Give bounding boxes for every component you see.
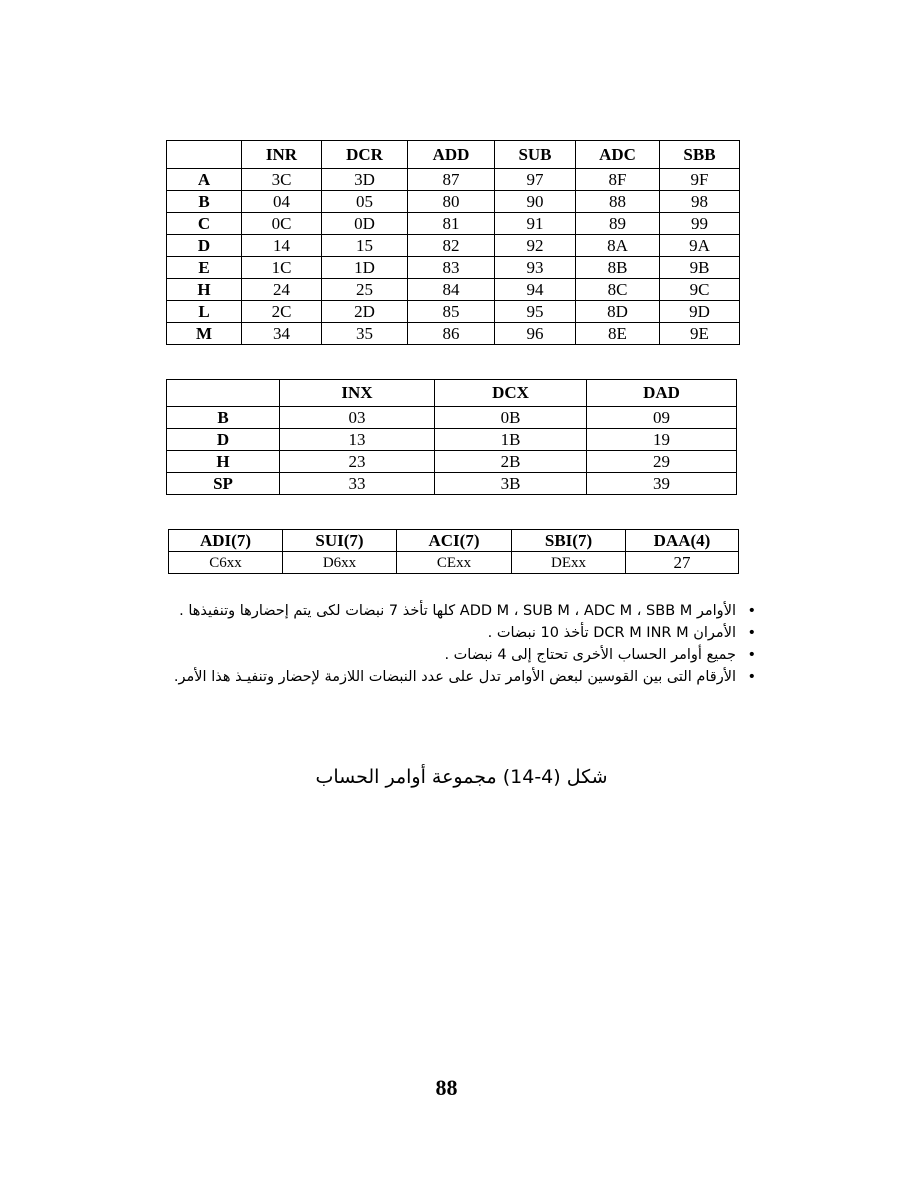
table-cell: 9C — [660, 279, 740, 301]
table-header-row — [167, 141, 740, 169]
table-cell: 25 — [322, 279, 408, 301]
table-cell: 89 — [576, 213, 660, 235]
row-header-cell: M — [167, 323, 242, 345]
column-header: DCR — [322, 141, 408, 169]
table-cell: 2C — [242, 301, 322, 323]
note-item — [120, 600, 760, 622]
table-cell: 0B — [435, 407, 587, 429]
table-cell: 85 — [408, 301, 495, 323]
table-cell: 05 — [322, 191, 408, 213]
table-row — [167, 451, 737, 473]
immediate-opcode-table — [168, 529, 739, 574]
row-header-cell: SP — [167, 473, 280, 495]
bullet-icon: • — [747, 625, 756, 641]
table-cell: 95 — [495, 301, 576, 323]
register-pair-opcode-table — [166, 379, 737, 495]
table-cell: 27 — [626, 552, 739, 574]
table-cell: 15 — [322, 235, 408, 257]
table-cell: 8B — [576, 257, 660, 279]
column-header: INR — [242, 141, 322, 169]
row-header-cell: L — [167, 301, 242, 323]
table-cell: 92 — [495, 235, 576, 257]
table-cell: 23 — [280, 451, 435, 473]
column-header: ADC — [576, 141, 660, 169]
note-item — [120, 666, 760, 688]
table-cell: 03 — [280, 407, 435, 429]
row-header-cell: H — [167, 451, 280, 473]
table-cell: 0D — [322, 213, 408, 235]
row-header-cell: H — [167, 279, 242, 301]
table-row — [167, 169, 740, 191]
table-cell: 87 — [408, 169, 495, 191]
table-row — [167, 323, 740, 345]
table-cell: 1D — [322, 257, 408, 279]
table-cell: 19 — [587, 429, 737, 451]
row-header-cell: B — [167, 407, 280, 429]
column-header: ADI(7) — [169, 530, 283, 552]
register-opcode-table — [166, 140, 740, 345]
table-row — [167, 257, 740, 279]
table-cell: 3D — [322, 169, 408, 191]
table-cell: 83 — [408, 257, 495, 279]
table-cell: 8C — [576, 279, 660, 301]
note-text: الأرقام التى بين القوسين لبعض الأوامر تدل على عدد النبضات اللازمة لإحضار وتنفيـذ هذا الأمر. — [173, 669, 736, 685]
note-text: الأوامر ADD M ، SUB M ، ADC M ، SBB M كلها تأخذ 7 نبضات لكى يتم إحضارها وتنفيذها . — [179, 603, 736, 619]
table-cell: D6xx — [283, 552, 397, 574]
table-cell: 84 — [408, 279, 495, 301]
table-cell: 29 — [587, 451, 737, 473]
table-cell: 14 — [242, 235, 322, 257]
row-header-cell: E — [167, 257, 242, 279]
table-cell: 9B — [660, 257, 740, 279]
bullet-icon: • — [747, 669, 756, 685]
table-row — [167, 429, 737, 451]
table-cell: 09 — [587, 407, 737, 429]
notes-section — [120, 600, 760, 688]
table-cell: 8F — [576, 169, 660, 191]
table-cell: 9A — [660, 235, 740, 257]
table-header-row — [169, 530, 739, 552]
row-header-cell: D — [167, 235, 242, 257]
table-row — [167, 473, 737, 495]
column-header: DAA(4) — [626, 530, 739, 552]
table-cell: 04 — [242, 191, 322, 213]
table-row — [167, 301, 740, 323]
row-header-cell: D — [167, 429, 280, 451]
table-cell: 98 — [660, 191, 740, 213]
table-cell: 9F — [660, 169, 740, 191]
page-number: 88 — [435, 1075, 458, 1100]
table-row — [167, 235, 740, 257]
table-cell: C6xx — [169, 552, 283, 574]
column-header: SUB — [495, 141, 576, 169]
bullet-icon: • — [747, 647, 756, 663]
table-cell: 96 — [495, 323, 576, 345]
table-cell: 86 — [408, 323, 495, 345]
column-header: DAD — [587, 380, 737, 407]
bullet-icon: • — [747, 603, 756, 619]
notes-list — [120, 600, 760, 688]
column-header: DCX — [435, 380, 587, 407]
note-text: الأمران DCR M INR M تأخذ 10 نبضات . — [487, 625, 736, 641]
table-row — [167, 191, 740, 213]
table-cell: 13 — [280, 429, 435, 451]
column-header — [167, 141, 242, 169]
table-cell: 3C — [242, 169, 322, 191]
table-cell: 0C — [242, 213, 322, 235]
column-header: ACI(7) — [397, 530, 512, 552]
table-cell: 8D — [576, 301, 660, 323]
table-cell: 33 — [280, 473, 435, 495]
table-header-row — [167, 380, 737, 407]
table-cell: 39 — [587, 473, 737, 495]
table-cell: 97 — [495, 169, 576, 191]
column-header — [167, 380, 280, 407]
table-cell: 8E — [576, 323, 660, 345]
figure-caption: شكل (4-14) مجموعة أوامر الحساب — [315, 766, 608, 788]
table-cell: 80 — [408, 191, 495, 213]
table-cell: 9D — [660, 301, 740, 323]
table-cell: 9E — [660, 323, 740, 345]
row-header-cell: B — [167, 191, 242, 213]
note-text: جميع أوامر الحساب الأخرى تحتاج إلى 4 نبضات . — [444, 647, 736, 663]
table-cell: 90 — [495, 191, 576, 213]
column-header: SBB — [660, 141, 740, 169]
table-row — [167, 279, 740, 301]
table-cell: 99 — [660, 213, 740, 235]
column-header: ADD — [408, 141, 495, 169]
table-row — [167, 407, 737, 429]
table-cell: 82 — [408, 235, 495, 257]
table-cell: 93 — [495, 257, 576, 279]
row-header-cell: A — [167, 169, 242, 191]
table-cell: 94 — [495, 279, 576, 301]
column-header: INX — [280, 380, 435, 407]
table-row — [167, 213, 740, 235]
note-item — [120, 644, 760, 666]
table-row — [169, 552, 739, 574]
table-cell: 3B — [435, 473, 587, 495]
table-cell: 91 — [495, 213, 576, 235]
column-header: SUI(7) — [283, 530, 397, 552]
table-cell: DExx — [512, 552, 626, 574]
table-cell: 81 — [408, 213, 495, 235]
table-cell: 34 — [242, 323, 322, 345]
note-item — [120, 622, 760, 644]
table-cell: 35 — [322, 323, 408, 345]
table-cell: 2D — [322, 301, 408, 323]
table-cell: 88 — [576, 191, 660, 213]
table-cell: 1C — [242, 257, 322, 279]
table-cell: 1B — [435, 429, 587, 451]
table-cell: CExx — [397, 552, 512, 574]
table-cell: 8A — [576, 235, 660, 257]
table-cell: 2B — [435, 451, 587, 473]
column-header: SBI(7) — [512, 530, 626, 552]
table-cell: 24 — [242, 279, 322, 301]
row-header-cell: C — [167, 213, 242, 235]
